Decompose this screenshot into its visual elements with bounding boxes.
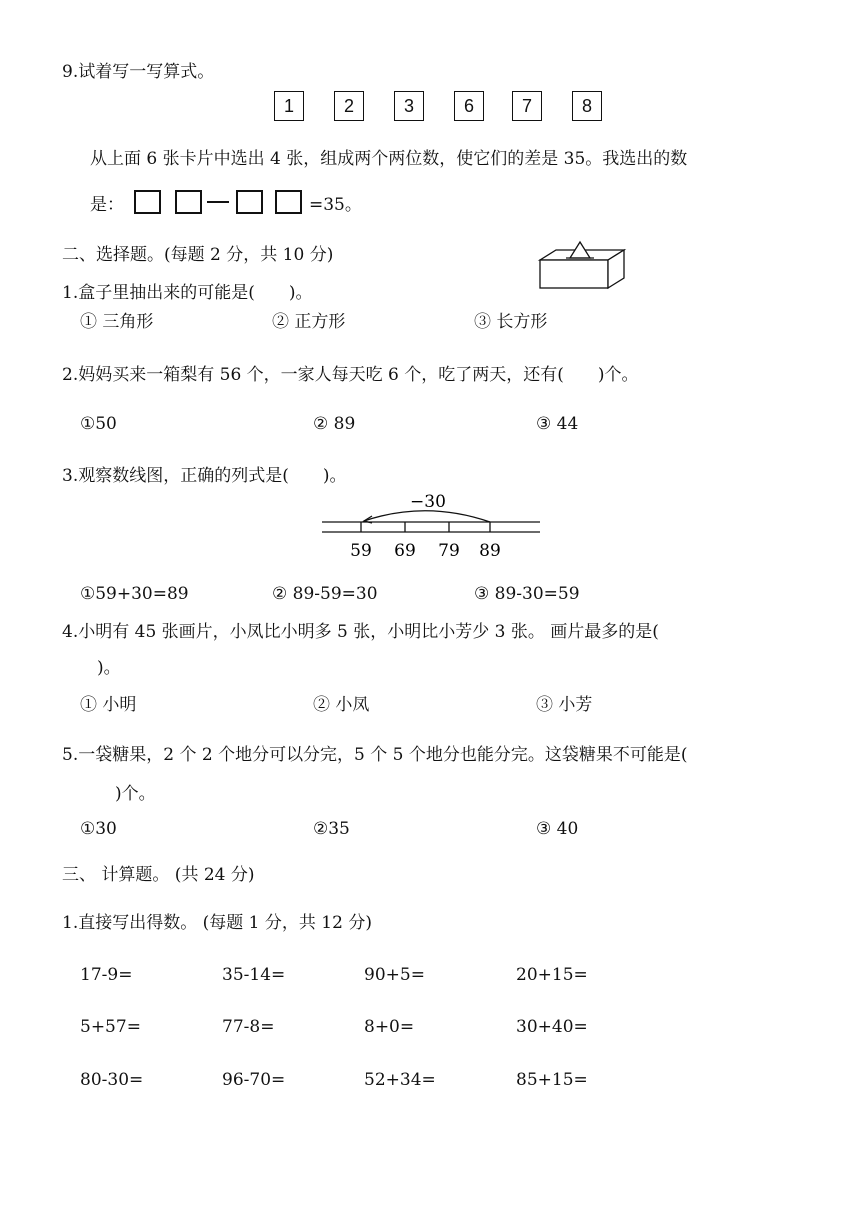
calc-item: 85+15= (516, 1070, 588, 1090)
number-card: 8 (572, 91, 602, 121)
calc-item: 35-14= (222, 965, 286, 985)
calc-item: 17-9= (80, 965, 133, 985)
number-card: 6 (454, 91, 484, 121)
answer-blank-box[interactable] (275, 190, 302, 214)
calc-item: 80-30= (80, 1070, 144, 1090)
option[interactable]: ① 三角形 (80, 312, 154, 332)
number-card: 7 (512, 91, 542, 121)
question-stem: 2.妈妈买来一箱梨有 56 个，一家人每天吃 6 个，吃了两天，还有( )个。 (62, 365, 639, 385)
q9-text-line1: 从上面 6 张卡片中选出 4 张，组成两个两位数，使它们的差是 35。我选出的数 (90, 149, 688, 169)
question-stem: 4.小明有 45 张画片，小凤比小明多 5 张，小明比小芳少 3 张。 画片最多的是( (62, 622, 659, 642)
option[interactable]: ③ 长方形 (474, 312, 548, 332)
question-stem: 5.一袋糖果，2 个 2 个地分可以分完，5 个 5 个地分也能分完。这袋糖果不可能是( (62, 745, 688, 765)
calc-item: 96-70= (222, 1070, 286, 1090)
number-card: 1 (274, 91, 304, 121)
tissue-box-illustration (536, 238, 628, 292)
tick-label: 59 (350, 541, 372, 561)
option[interactable]: ① 小明 (80, 695, 137, 715)
q9-text-prefix: 是： (90, 195, 124, 215)
calc-item: 8+0= (364, 1017, 415, 1037)
question-stem-cont: )。 (97, 658, 121, 678)
option[interactable]: ③ 40 (536, 819, 579, 839)
question-stem: 1.盒子里抽出来的可能是( )。 (62, 283, 313, 303)
question-stem: 3.观察数线图，正确的列式是( )。 (62, 466, 347, 486)
option[interactable]: ② 正方形 (272, 312, 346, 332)
answer-blank-box[interactable] (134, 190, 161, 214)
calc-item: 30+40= (516, 1017, 588, 1037)
option[interactable]: ①59+30=89 (80, 584, 189, 604)
q9-text-suffix: =35。 (309, 195, 362, 215)
option[interactable]: ② 89-59=30 (272, 584, 378, 604)
number-card: 2 (334, 91, 364, 121)
option[interactable]: ② 89 (313, 414, 356, 434)
option[interactable]: ②35 (313, 819, 350, 839)
option[interactable]: ② 小凤 (313, 695, 370, 715)
option[interactable]: ①30 (80, 819, 117, 839)
option[interactable]: ①50 (80, 414, 117, 434)
question-stem-cont: )个。 (115, 784, 156, 804)
tick-label: 89 (479, 541, 501, 561)
calc-item: 90+5= (364, 965, 425, 985)
section3-heading: 三、 计算题。 (共 24 分) (62, 865, 255, 885)
tick-label: 69 (394, 541, 416, 561)
calc-item: 52+34= (364, 1070, 436, 1090)
q9-title: 9.试着写一写算式。 (62, 62, 215, 82)
option[interactable]: ③ 小芳 (536, 695, 593, 715)
jump-label: −30 (410, 492, 446, 512)
calc-item: 77-8= (222, 1017, 275, 1037)
section3-sub-heading: 1.直接写出得数。 (每题 1 分，共 12 分) (62, 913, 372, 933)
option[interactable]: ③ 44 (536, 414, 579, 434)
minus-sign (207, 201, 229, 203)
answer-blank-box[interactable] (236, 190, 263, 214)
section2-heading: 二、选择题。(每题 2 分，共 10 分) (62, 245, 334, 265)
calc-item: 20+15= (516, 965, 588, 985)
number-line-diagram (318, 488, 544, 564)
tick-label: 79 (438, 541, 460, 561)
option[interactable]: ③ 89-30=59 (474, 584, 580, 604)
answer-blank-box[interactable] (175, 190, 202, 214)
calc-item: 5+57= (80, 1017, 141, 1037)
number-card: 3 (394, 91, 424, 121)
